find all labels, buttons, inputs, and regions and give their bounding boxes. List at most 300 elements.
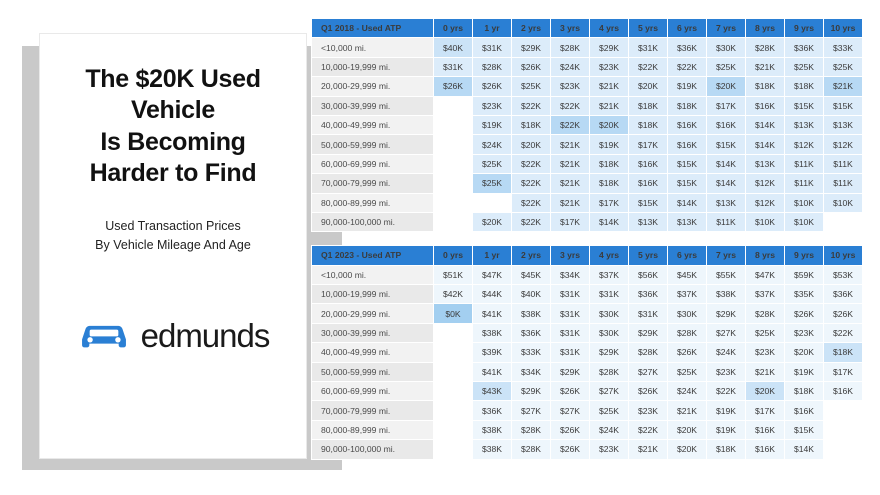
- cell: $11K: [785, 154, 824, 173]
- cell: $30K: [590, 323, 629, 342]
- cell: $12K: [746, 174, 785, 193]
- subtitle-line-2: By Vehicle Mileage And Age: [95, 237, 251, 252]
- col-header: 10 yrs: [824, 19, 863, 38]
- cell: $33K: [512, 343, 551, 362]
- table-row: [312, 304, 863, 323]
- cell: $12K: [746, 193, 785, 212]
- cell: $45K: [512, 265, 551, 284]
- cell: $37K: [590, 265, 629, 284]
- cell: $41K: [473, 304, 512, 323]
- cell: $10K: [785, 193, 824, 212]
- cell: $15K: [668, 154, 707, 173]
- cell: $22K: [629, 57, 668, 76]
- cell: $18K: [590, 154, 629, 173]
- cell: [434, 362, 473, 381]
- cell: $14K: [707, 174, 746, 193]
- cell: $11K: [707, 212, 746, 231]
- cell: $21K: [551, 193, 590, 212]
- table-row: [312, 38, 863, 57]
- cell: $13K: [668, 212, 707, 231]
- subtitle: [95, 217, 251, 255]
- cell: $21K: [668, 401, 707, 420]
- col-header: 6 yrs: [668, 19, 707, 38]
- cell: $14K: [785, 440, 824, 459]
- table-row: [312, 154, 863, 173]
- table-q1-2018: [311, 18, 863, 232]
- cell: $25K: [824, 57, 863, 76]
- table-row: [312, 401, 863, 420]
- cell: [434, 323, 473, 342]
- cell: $21K: [551, 154, 590, 173]
- cell: $16K: [668, 115, 707, 134]
- cell: $13K: [746, 154, 785, 173]
- table-title-2018: Q1 2018 - Used ATP: [312, 19, 434, 38]
- cell: $27K: [512, 401, 551, 420]
- col-header: 9 yrs: [785, 246, 824, 265]
- cell: $28K: [746, 304, 785, 323]
- table-row: [312, 323, 863, 342]
- table-row: [312, 265, 863, 284]
- cell: $29K: [590, 343, 629, 362]
- cell: $22K: [512, 193, 551, 212]
- cell: $20K: [668, 420, 707, 439]
- cell: $22K: [512, 212, 551, 231]
- cell: $24K: [590, 420, 629, 439]
- table-row: [312, 362, 863, 381]
- cell: $23K: [551, 77, 590, 96]
- row-label: 10,000-19,999 mi.: [312, 57, 434, 76]
- row-label: 80,000-89,999 mi.: [312, 193, 434, 212]
- cell: $22K: [512, 174, 551, 193]
- cell: $19K: [707, 401, 746, 420]
- cell: $47K: [473, 265, 512, 284]
- table-header-2023: [312, 246, 863, 265]
- cell: $20K: [707, 77, 746, 96]
- brand-name: edmunds: [140, 316, 270, 354]
- title-line-1: The $20K Used: [85, 65, 261, 93]
- cell: $10K: [824, 193, 863, 212]
- cell: $31K: [629, 38, 668, 57]
- cell: $20K: [746, 382, 785, 401]
- cell: $18K: [824, 343, 863, 362]
- cell: $25K: [473, 174, 512, 193]
- row-label: 60,000-69,999 mi.: [312, 382, 434, 401]
- cell: $19K: [590, 135, 629, 154]
- cell: $15K: [668, 174, 707, 193]
- title-card: [40, 34, 306, 458]
- cell: [434, 212, 473, 231]
- row-label: 50,000-59,999 mi.: [312, 135, 434, 154]
- cell: [824, 401, 863, 420]
- cell: $36K: [629, 285, 668, 304]
- row-label: 30,000-39,999 mi.: [312, 323, 434, 342]
- cell: [434, 115, 473, 134]
- cell: $11K: [824, 174, 863, 193]
- row-label: 60,000-69,999 mi.: [312, 154, 434, 173]
- cell: $17K: [629, 135, 668, 154]
- cell: $20K: [512, 135, 551, 154]
- cell: $20K: [668, 440, 707, 459]
- cell: [434, 135, 473, 154]
- cell: $29K: [512, 382, 551, 401]
- cell: [434, 193, 473, 212]
- cell: $28K: [668, 323, 707, 342]
- cell: $19K: [707, 420, 746, 439]
- cell: $23K: [707, 362, 746, 381]
- cell: $19K: [668, 77, 707, 96]
- cell: $35K: [785, 285, 824, 304]
- cell: $16K: [707, 115, 746, 134]
- row-label: 30,000-39,999 mi.: [312, 96, 434, 115]
- cell: $22K: [824, 323, 863, 342]
- row-label: <10,000 mi.: [312, 38, 434, 57]
- cell: $17K: [590, 193, 629, 212]
- cell: $37K: [668, 285, 707, 304]
- cell: $29K: [512, 38, 551, 57]
- cell: $18K: [512, 115, 551, 134]
- cell: $44K: [473, 285, 512, 304]
- row-label: <10,000 mi.: [312, 265, 434, 284]
- cell: $13K: [824, 115, 863, 134]
- header-row: [312, 246, 863, 265]
- table-row: [312, 57, 863, 76]
- cell: $13K: [785, 115, 824, 134]
- table-row: [312, 174, 863, 193]
- cell: $22K: [668, 57, 707, 76]
- cell: $22K: [551, 96, 590, 115]
- cell: $20K: [473, 212, 512, 231]
- cell: $45K: [668, 265, 707, 284]
- col-header: 4 yrs: [590, 19, 629, 38]
- col-header: 2 yrs: [512, 246, 551, 265]
- table-row: [312, 285, 863, 304]
- cell: $26K: [551, 440, 590, 459]
- col-header: 1 yr: [473, 19, 512, 38]
- row-label: 10,000-19,999 mi.: [312, 285, 434, 304]
- cell: $17K: [746, 401, 785, 420]
- cell: $14K: [746, 135, 785, 154]
- cell: $42K: [434, 285, 473, 304]
- table-row: [312, 440, 863, 459]
- cell: $28K: [746, 38, 785, 57]
- cell: $36K: [785, 38, 824, 57]
- cell: $28K: [512, 420, 551, 439]
- cell: $31K: [629, 304, 668, 323]
- row-label: 80,000-89,999 mi.: [312, 420, 434, 439]
- cell: $41K: [473, 362, 512, 381]
- table-title-2023: Q1 2023 - Used ATP: [312, 246, 434, 265]
- cell: $53K: [824, 265, 863, 284]
- cell: $25K: [668, 362, 707, 381]
- col-header: 8 yrs: [746, 246, 785, 265]
- cell: [434, 343, 473, 362]
- car-icon: [77, 319, 131, 353]
- cell: $34K: [512, 362, 551, 381]
- table-body-2023: [312, 265, 863, 459]
- col-header: 10 yrs: [824, 246, 863, 265]
- cell: $30K: [707, 38, 746, 57]
- cell: $31K: [551, 323, 590, 342]
- cell: $25K: [590, 401, 629, 420]
- cell: $26K: [824, 304, 863, 323]
- table-row: [312, 135, 863, 154]
- cell: $16K: [629, 174, 668, 193]
- table-q1-2023: [311, 245, 863, 459]
- col-header: 5 yrs: [629, 19, 668, 38]
- cell: $14K: [668, 193, 707, 212]
- cell: $21K: [824, 77, 863, 96]
- cell: $21K: [629, 440, 668, 459]
- cell: $16K: [746, 96, 785, 115]
- row-label: 70,000-79,999 mi.: [312, 401, 434, 420]
- cell: $38K: [473, 440, 512, 459]
- cell: [473, 193, 512, 212]
- title-line-2: Vehicle: [130, 96, 216, 125]
- cell: $16K: [785, 401, 824, 420]
- cell: $23K: [590, 57, 629, 76]
- cell: $25K: [473, 154, 512, 173]
- cell: $15K: [629, 193, 668, 212]
- col-header: 4 yrs: [590, 246, 629, 265]
- cell: $31K: [551, 304, 590, 323]
- table-row: [312, 96, 863, 115]
- cell: $18K: [629, 96, 668, 115]
- cell: $31K: [551, 285, 590, 304]
- col-header: 7 yrs: [707, 19, 746, 38]
- table-header-2018: [312, 19, 863, 38]
- cell: $15K: [785, 420, 824, 439]
- cell: $27K: [590, 382, 629, 401]
- cell: $13K: [629, 212, 668, 231]
- cell: $10K: [746, 212, 785, 231]
- cell: $15K: [707, 135, 746, 154]
- cell: $12K: [785, 135, 824, 154]
- cell: $27K: [629, 362, 668, 381]
- cell: $39K: [473, 343, 512, 362]
- cell: $18K: [629, 115, 668, 134]
- cell: $20K: [785, 343, 824, 362]
- cell: [824, 420, 863, 439]
- cell: $21K: [590, 96, 629, 115]
- cell: $28K: [551, 38, 590, 57]
- cell: $16K: [824, 382, 863, 401]
- cell: $36K: [668, 38, 707, 57]
- cell: $29K: [707, 304, 746, 323]
- cell: $40K: [434, 38, 473, 57]
- cell: $18K: [668, 96, 707, 115]
- cell: $22K: [512, 96, 551, 115]
- cell: $21K: [746, 362, 785, 381]
- cell: $12K: [824, 135, 863, 154]
- table-row: [312, 193, 863, 212]
- cell: $22K: [707, 382, 746, 401]
- col-header: 1 yr: [473, 246, 512, 265]
- cell: $38K: [473, 420, 512, 439]
- col-header: 3 yrs: [551, 19, 590, 38]
- cell: $31K: [473, 38, 512, 57]
- col-header: 7 yrs: [707, 246, 746, 265]
- cell: $55K: [707, 265, 746, 284]
- cell: $13K: [707, 193, 746, 212]
- cell: $19K: [785, 362, 824, 381]
- cell: $22K: [551, 115, 590, 134]
- cell: $21K: [551, 174, 590, 193]
- header-row: [312, 19, 863, 38]
- table-row: [312, 382, 863, 401]
- cell: $28K: [629, 343, 668, 362]
- cell: $36K: [473, 401, 512, 420]
- cell: $47K: [746, 265, 785, 284]
- col-header: 6 yrs: [668, 246, 707, 265]
- cell: [434, 174, 473, 193]
- cell: $36K: [512, 323, 551, 342]
- cell: $18K: [590, 174, 629, 193]
- cell: $31K: [551, 343, 590, 362]
- cell: $16K: [746, 420, 785, 439]
- cell: $15K: [824, 96, 863, 115]
- heatmap-tables: [311, 18, 863, 460]
- cell: $27K: [551, 401, 590, 420]
- cell: $21K: [746, 57, 785, 76]
- table-row: [312, 115, 863, 134]
- cell: $23K: [785, 323, 824, 342]
- cell: $16K: [746, 440, 785, 459]
- cell: [434, 382, 473, 401]
- title-line-3: Is Becoming: [100, 127, 246, 156]
- row-label: 20,000-29,999 mi.: [312, 304, 434, 323]
- cell: $23K: [473, 96, 512, 115]
- title-line-4: Harder to Find: [89, 158, 257, 187]
- cell: $28K: [590, 362, 629, 381]
- cell: $18K: [785, 77, 824, 96]
- cell: $59K: [785, 265, 824, 284]
- cell: $26K: [668, 343, 707, 362]
- cell: $29K: [551, 362, 590, 381]
- row-label: 90,000-100,000 mi.: [312, 212, 434, 231]
- cell: $20K: [629, 77, 668, 96]
- cell: [434, 420, 473, 439]
- cell: $29K: [590, 38, 629, 57]
- row-label: 70,000-79,999 mi.: [312, 174, 434, 193]
- col-header: 9 yrs: [785, 19, 824, 38]
- cell: $51K: [434, 265, 473, 284]
- cell: $56K: [629, 265, 668, 284]
- cell: $24K: [551, 57, 590, 76]
- cell: $18K: [746, 77, 785, 96]
- cell: $21K: [590, 77, 629, 96]
- cell: $19K: [473, 115, 512, 134]
- cell: $43K: [473, 382, 512, 401]
- cell: $40K: [512, 285, 551, 304]
- table-body-2018: [312, 38, 863, 232]
- page-title: [85, 64, 260, 189]
- cell: $17K: [707, 96, 746, 115]
- cell: $20K: [590, 115, 629, 134]
- row-label: 40,000-49,999 mi.: [312, 343, 434, 362]
- cell: $22K: [512, 154, 551, 173]
- cell: $34K: [551, 265, 590, 284]
- cell: $16K: [668, 135, 707, 154]
- cell: $17K: [551, 212, 590, 231]
- cell: $37K: [746, 285, 785, 304]
- cell: [434, 440, 473, 459]
- cell: $26K: [473, 77, 512, 96]
- cell: $30K: [590, 304, 629, 323]
- cell: $30K: [668, 304, 707, 323]
- cell: $26K: [629, 382, 668, 401]
- cell: $15K: [785, 96, 824, 115]
- cell: $23K: [629, 401, 668, 420]
- brand-logo: [77, 317, 270, 355]
- cell: $16K: [629, 154, 668, 173]
- cell: $28K: [473, 57, 512, 76]
- cell: $31K: [590, 285, 629, 304]
- cell: $17K: [824, 362, 863, 381]
- cell: $22K: [629, 420, 668, 439]
- cell: $26K: [434, 77, 473, 96]
- row-label: 90,000-100,000 mi.: [312, 440, 434, 459]
- cell: $23K: [746, 343, 785, 362]
- cell: $29K: [629, 323, 668, 342]
- row-label: 50,000-59,999 mi.: [312, 362, 434, 381]
- cell: $25K: [512, 77, 551, 96]
- col-header: 8 yrs: [746, 19, 785, 38]
- cell: $27K: [707, 323, 746, 342]
- cell: [824, 212, 863, 231]
- row-label: 40,000-49,999 mi.: [312, 115, 434, 134]
- cell: $11K: [824, 154, 863, 173]
- table-row: [312, 420, 863, 439]
- cell: $33K: [824, 38, 863, 57]
- cell: $25K: [785, 57, 824, 76]
- col-header: 2 yrs: [512, 19, 551, 38]
- cell: $11K: [785, 174, 824, 193]
- cell: $31K: [434, 57, 473, 76]
- cell: $38K: [512, 304, 551, 323]
- cell: [434, 401, 473, 420]
- cell: $38K: [473, 323, 512, 342]
- table-row: [312, 212, 863, 231]
- cell: $18K: [785, 382, 824, 401]
- table-row: [312, 343, 863, 362]
- cell: $0K: [434, 304, 473, 323]
- cell: $14K: [707, 154, 746, 173]
- cell: $18K: [707, 440, 746, 459]
- col-header: 0 yrs: [434, 246, 473, 265]
- col-header: 0 yrs: [434, 19, 473, 38]
- col-header: 3 yrs: [551, 246, 590, 265]
- cell: $24K: [707, 343, 746, 362]
- cell: $14K: [746, 115, 785, 134]
- cell: $26K: [512, 57, 551, 76]
- cell: $26K: [551, 382, 590, 401]
- cell: $23K: [590, 440, 629, 459]
- cell: [824, 440, 863, 459]
- cell: [434, 96, 473, 115]
- cell: $10K: [785, 212, 824, 231]
- cell: $36K: [824, 285, 863, 304]
- cell: $26K: [785, 304, 824, 323]
- cell: $38K: [707, 285, 746, 304]
- cell: $25K: [707, 57, 746, 76]
- row-label: 20,000-29,999 mi.: [312, 77, 434, 96]
- table-row: [312, 77, 863, 96]
- cell: $28K: [512, 440, 551, 459]
- cell: $14K: [590, 212, 629, 231]
- cell: $24K: [473, 135, 512, 154]
- cell: $25K: [746, 323, 785, 342]
- cell: $26K: [551, 420, 590, 439]
